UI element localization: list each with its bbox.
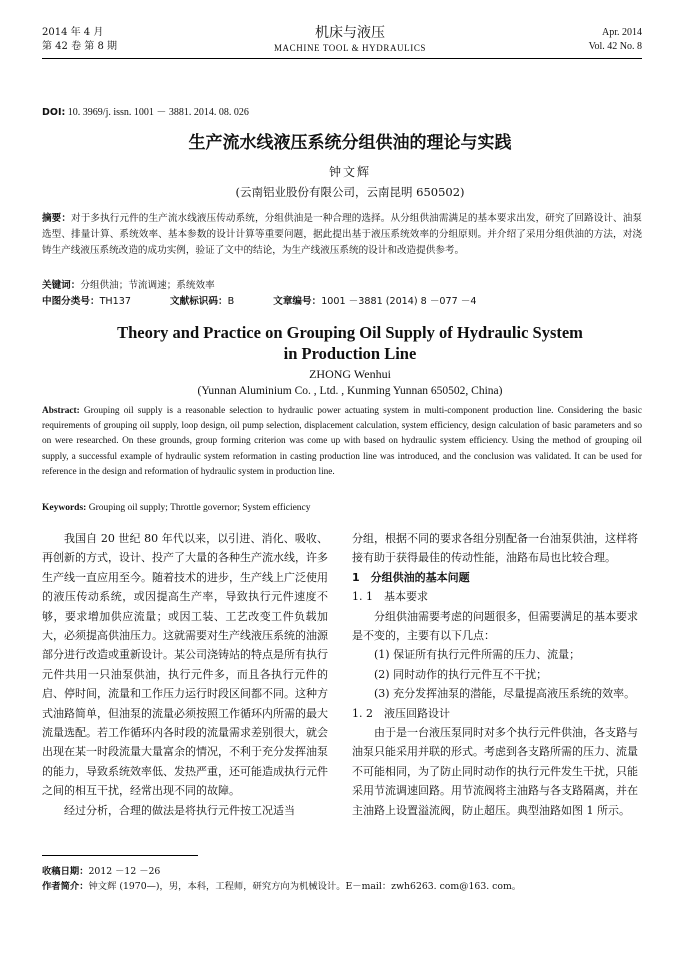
abstract-cn-text: 对于多执行元件的生产流水线液压传动系统，分组供油是一种合理的选择。从分组供油需满足的基本要求出发，研究了回路设计、油泵选型、排量计算、系统效率、基本参数的设计计算等重要问题，据此提出基于液压系统效率的分组原则。并介绍了采用分组供油的方法，对浇铸生产线液压系统改造的成功实例，验证了文中的结论，为生产线液压系统的设计和改造提供参考。 xyxy=(42,213,643,256)
abstract-en-text: Grouping oil supply is a reasonable selection to hydraulic power actuating system in multi-component production line. Considering the basic requirements of grouping oil supply, loop design, oil pump selection, displacement calculation, system efficiency, design calculation of basic parameters and so on were researched. On these grounds, group forming criterion was come up with based on hydraulic system efficiency. Using the method of grouping oil supply, a successful example of hydraulic system reformation in casting production line was introduced, and the conclusion was validated. It can be used for reference in the design and reformation of hydraulic system in production line. xyxy=(42,406,642,477)
paper-title-en-line1: Theory and Practice on Grouping Oil Supply of Hydraulic System xyxy=(117,323,583,342)
body-paragraph: 我国自 20 世纪 80 年代以来，以引进、消化、吸收、再创新的方式，设计、投产了大量的各种生产流水线，许多生产线一直应用至今。随着技术的进步，生产线上广泛使用的液压传动系统，或因提高生产率，导致执行元件速度不够，要求增加供应流量；或因工装、工艺改变工件负载加大，必须提高供油压力。这就需要对生产线液压系统的油源部分进行改造或重新设计。某公司浇铸站的特点是所有执行元件共用一只油泵供油，执行元件多，而且各执行元件的启、停时间，流量和工作压力运行时段区间都不同。这种方式油路简单，但油泵的流量必须按照工作循环内所需的最大流量选配。若工作循环内各时段的流量需求差别很大，就会出现在某一时段流量大量富余的情况，不利于充分发挥油泵的能力，导致系统效率低、发热严重，还可能造成执行元件之间的相互干扰，经常出现不同的故障。 xyxy=(42,532,328,798)
doc-code xyxy=(170,296,252,307)
doi-value[interactable]: 10. 3969/j. issn. 1001 － 3881. 2014. 08. 026 xyxy=(65,107,249,118)
affiliation-en: (Yunnan Aluminium Co. , Ltd. , Kunming Yunnan 650502, China) xyxy=(197,385,503,397)
volume-issue-cn: 第 42 卷 第 8 期 xyxy=(42,41,117,52)
article-value: 1001 －3881 (2014) 8 －077 －4 xyxy=(321,296,477,307)
doi-line xyxy=(42,103,249,118)
list-item: (1) 保证所有执行元件所需的压力、流量； xyxy=(374,648,581,662)
body-paragraph: 经过分析，合理的做法是将执行元件按工况适当 xyxy=(64,803,295,817)
section-heading-1: 1 分组供油的基本问题 xyxy=(352,570,470,584)
clc-code xyxy=(42,296,149,307)
author-bio xyxy=(42,879,521,894)
bio-label: 作者简介： xyxy=(42,881,89,892)
issue-date-cn: 2014 年 4 月 xyxy=(42,27,104,38)
body-paragraph: 分组供油需要考虑的问题很多，但需要满足的基本要求是不变的，主要有以下几点： xyxy=(352,609,638,643)
author-en: ZHONG Wenhui xyxy=(309,367,391,381)
keywords-en-text: Grouping oil supply; Throttle governor; System efficiency xyxy=(86,503,311,513)
volume-issue-en: Vol. 42 No. 8 xyxy=(588,41,642,52)
keywords-cn-label: 关键词： xyxy=(42,280,81,291)
affiliation-cn: (云南铝业股份有限公司，云南昆明 650502) xyxy=(235,185,465,199)
keywords-cn xyxy=(42,277,215,291)
article-number xyxy=(273,296,494,307)
issue-date-en: Apr. 2014 xyxy=(602,27,642,38)
footnote xyxy=(42,864,521,894)
classification-line xyxy=(42,293,512,307)
doc-value: B xyxy=(227,296,235,307)
list-item: (3) 充分发挥油泵的潜能，尽量提高液压系统的效率。 xyxy=(374,687,636,701)
doi-label: DOI: xyxy=(42,107,66,118)
body-paragraph: 由于是一台液压泵同时对多个执行元件供油，各支路与油泵只能采用并联的形式。考虑到各支路所需的压力、流量不可能相同，为了防止同时动作的执行元件发生干扰，只能采用节流调速回路。用节流阀将主油路与各支路隔离，并在主油路上设置溢流阀，防止超压。典型油路如图 1 所示。 xyxy=(352,726,638,817)
body-column-right xyxy=(352,529,638,820)
header-rule xyxy=(42,58,642,59)
clc-value: TH137 xyxy=(99,296,131,307)
keywords-en xyxy=(42,503,311,513)
author-cn: 钟文辉 xyxy=(328,165,371,179)
article-label: 文章编号： xyxy=(273,296,322,307)
body-column-left xyxy=(42,529,328,820)
abstract-en-label: Abstract: xyxy=(42,406,80,416)
received-date xyxy=(42,864,521,879)
keywords-en-label: Keywords: xyxy=(42,503,87,513)
journal-name-en: MACHINE TOOL & HYDRAULICS xyxy=(273,43,427,53)
abstract-cn xyxy=(42,211,642,258)
footnote-rule xyxy=(42,855,198,856)
received-label: 收稿日期： xyxy=(42,866,89,877)
abstract-cn-label: 摘要： xyxy=(42,213,72,224)
keywords-cn-text: 分组供油；节流调速；系统效率 xyxy=(80,280,215,291)
body-paragraph: 分组，根据不同的要求各组分别配备一台油泵供油，这样将接有助于获得最佳的传动性能，油路布局也比较合理。 xyxy=(352,532,638,565)
journal-date-volume-en xyxy=(589,26,642,54)
paper-title-en-line2: in Production Line xyxy=(283,344,417,363)
subsection-heading-1-2: 1. 2 液压回路设计 xyxy=(352,706,450,720)
clc-label: 中图分类号： xyxy=(42,296,100,307)
received-value: 2012 －12 －26 xyxy=(88,866,161,877)
paper-title-cn: 生产流水线液压系统分组供油的理论与实践 xyxy=(188,133,512,153)
paper-title-en xyxy=(0,322,700,364)
subsection-heading-1-1: 1. 1 基本要求 xyxy=(352,590,428,604)
bio-text: 钟文辉 (1970—)，男，本科，工程师，研究方向为机械设计。E－mail：zwh6263. com@163. com。 xyxy=(88,881,522,892)
list-item: (2) 同时动作的执行元件互不干扰； xyxy=(374,667,548,681)
doc-label: 文献标识码： xyxy=(170,296,228,307)
abstract-en xyxy=(42,404,642,480)
journal-name-cn: 机床与液压 xyxy=(315,25,385,41)
